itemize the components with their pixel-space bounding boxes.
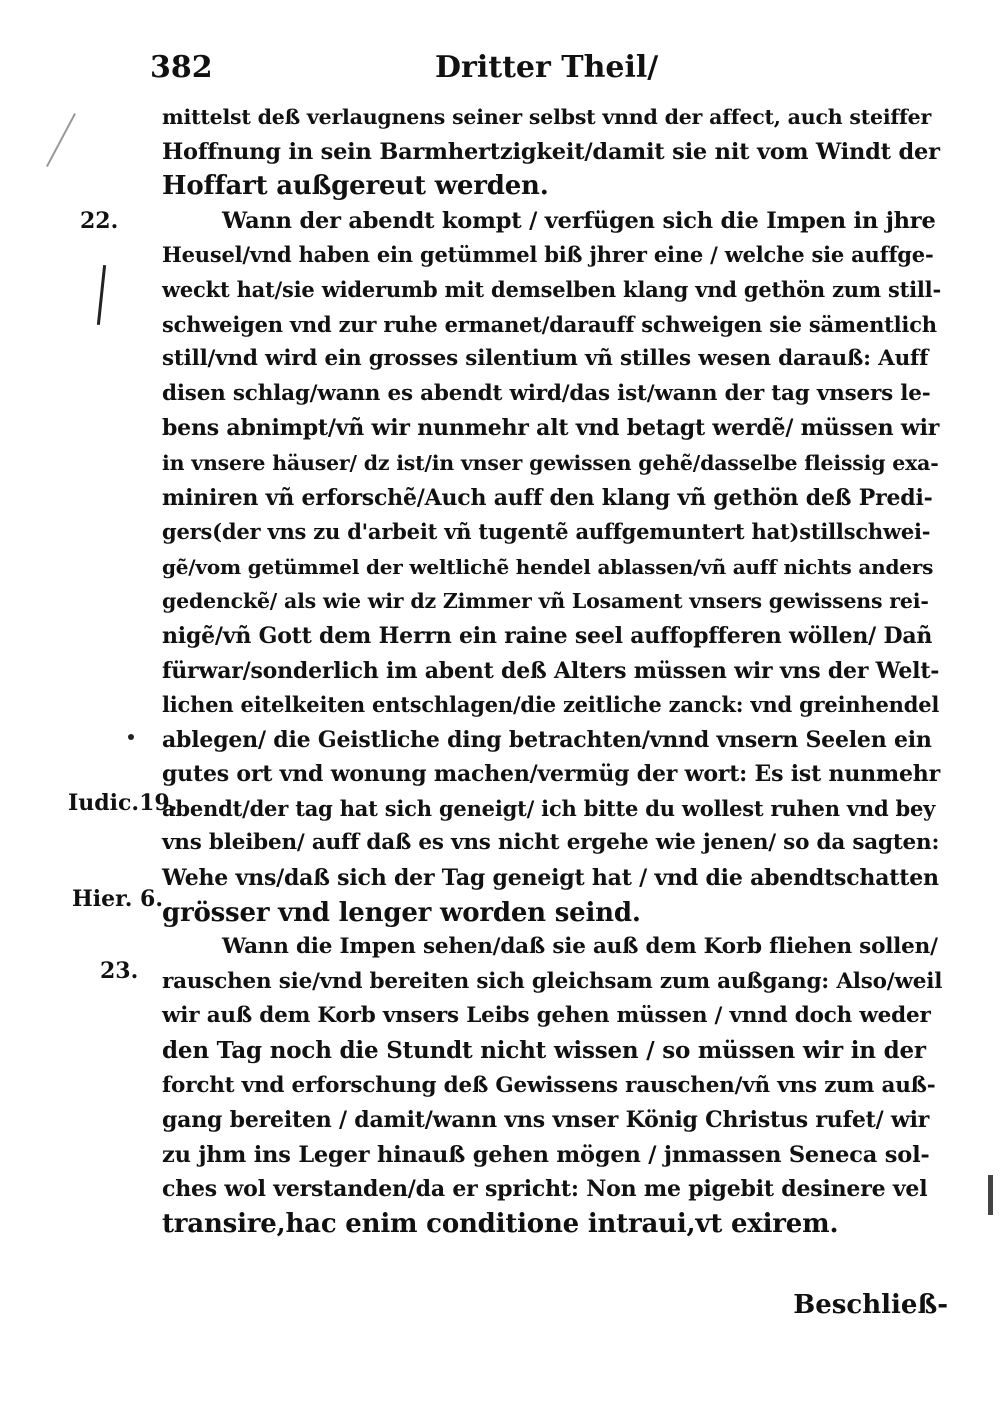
text-line: weckt hat/sie widerumb mit demselben klang vnd gethön zum still- xyxy=(162,276,941,302)
text-line: Hoffnung in sein Barmhertzigkeit/damit sie nit vom Windt der xyxy=(162,138,940,165)
section-number-23: 23. xyxy=(100,958,139,984)
margin-stroke-mark xyxy=(46,113,76,167)
margin-reference-hier: Hier. 6. xyxy=(72,886,163,912)
catchword: Beschließ- xyxy=(793,1290,948,1320)
text-line: forcht vnd erforschung deß Gewissens rauschen/vñ vns zum auß- xyxy=(162,1072,936,1098)
text-line: wir auß dem Korb vnsers Leibs gehen müssen / vnnd doch weder xyxy=(162,1003,931,1029)
text-line: schweigen vnd zur ruhe ermanet/darauff schweigen sie sämentlich xyxy=(162,311,937,337)
text-line: ches wol verstanden/da er spricht: Non me pigebit desinere vel xyxy=(162,1176,928,1203)
text-line: fürwar/sonderlich im abent deß Alters müssen wir vns der Welt- xyxy=(162,657,940,684)
text-line: bens abnimpt/vñ wir nunmehr alt vnd betagt werdẽ/ müssen wir xyxy=(162,415,940,442)
text-line: rauschen sie/vnd bereiten sich gleichsam zum außgang: Also/weil xyxy=(162,968,943,994)
margin-stroke-mark xyxy=(97,265,106,325)
text-line: vns bleiben/ auff daß es vns nicht ergehe wie jenen/ so da sagten: xyxy=(162,830,940,856)
section-number-22: 22. xyxy=(80,208,119,234)
page-number: 382 xyxy=(150,50,213,85)
text-line: den Tag noch die Stundt nicht wissen / so müssen wir in der xyxy=(162,1037,926,1065)
margin-reference-judic: Iudic.19. xyxy=(68,790,178,816)
text-line: nigẽ/vñ Gott dem Herrn ein raine seel auffopfferen wöllen/ Dañ xyxy=(162,622,933,649)
text-line: Heusel/vnd haben ein getümmel biß jhrer eine / welche sie auffge- xyxy=(162,242,934,268)
text-line: gẽ/vom getümmel der weltlichẽ hendel ablassen/vñ auff nichts anders xyxy=(162,554,934,579)
text-line: mittelst deß verlaugnens seiner selbst vnnd der affect, auch steiffer xyxy=(162,105,932,129)
text-line: in vnsere häuser/ dz ist/in vnser gewissen gehẽ/dasselbe fleissig exa- xyxy=(162,450,939,475)
text-line: abendt/der tag hat sich geneigt/ ich bitte du wollest ruhen vnd bey xyxy=(162,795,936,821)
text-line: disen schlag/wann es abendt wird/das ist/wann der tag vnsers le- xyxy=(162,380,931,406)
text-line: gers(der vns zu d'arbeit vñ tugentẽ auffgemuntert hat)stillschwei- xyxy=(162,519,931,545)
text-line: miniren vñ erforschẽ/Auch auff den klang vñ gethön deß Predi- xyxy=(162,484,933,511)
paragraph-start-line: Wann der abendt kompt / verfügen sich die Impen in jhre xyxy=(222,207,936,234)
page-header xyxy=(150,50,810,90)
text-line: gutes ort vnd wonung machen/vermüg der wort: Es ist nunmehr xyxy=(162,761,940,788)
text-line: transire,hac enim conditione intraui,vt exirem. xyxy=(162,1209,839,1239)
margin-dot-mark xyxy=(128,734,134,740)
text-line: grösser vnd lenger worden seind. xyxy=(162,897,641,928)
text-line: Hoffart außgereut werden. xyxy=(162,171,549,202)
body-text xyxy=(162,100,942,1242)
text-line: Wehe vns/daß sich der Tag geneigt hat / vnd die abendtschatten xyxy=(162,865,939,892)
text-line: gang bereiten / damit/wann vns vnser König Christus rufet/ wir xyxy=(162,1107,930,1134)
paragraph-start-line: Wann die Impen sehen/daß sie auß dem Korb fliehen sollen/ xyxy=(222,934,938,960)
text-line: still/vnd wird ein grosses silentium vñ stilles wesen darauß: Auff xyxy=(162,346,929,372)
text-line: gedenckẽ/ als wie wir dz Zimmer vñ Losament vnsers gewissens rei- xyxy=(162,589,929,614)
text-line: ablegen/ die Geistliche ding betrachten/vnnd vnsern Seelen ein xyxy=(162,726,932,753)
edge-stroke-mark xyxy=(988,1175,993,1215)
text-line: zu jhm ins Leger hinauß gehen mögen / jnmassen Seneca sol- xyxy=(162,1141,930,1168)
running-head: Dritter Theil/ xyxy=(435,50,659,85)
text-line: lichen eitelkeiten entschlagen/die zeitliche zanck: vnd greinhendel xyxy=(162,692,940,718)
